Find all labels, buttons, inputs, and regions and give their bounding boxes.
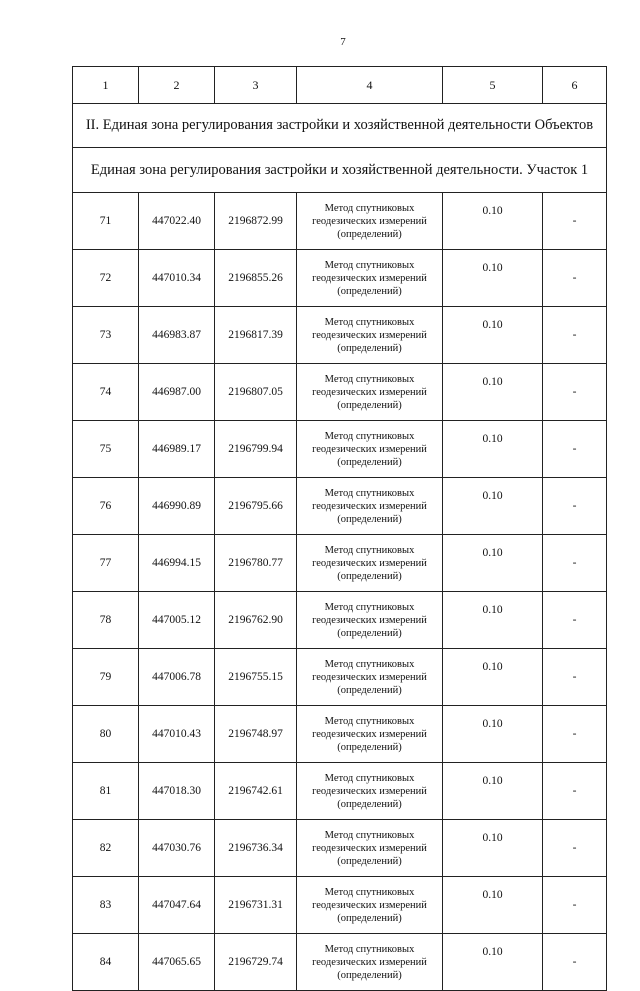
note-cell: - — [543, 193, 607, 250]
point-number-cell: 71 — [73, 193, 139, 250]
column-number-cell: 6 — [543, 67, 607, 104]
note-cell: - — [543, 763, 607, 820]
method-cell: Метод спутниковых геодезических измерений (определений) — [297, 535, 443, 592]
point-number-cell: 77 — [73, 535, 139, 592]
table-row — [73, 820, 607, 877]
x-coordinate-cell: 446994.15 — [139, 535, 215, 592]
note-cell: - — [543, 877, 607, 934]
table-row — [73, 307, 607, 364]
y-coordinate-cell: 2196795.66 — [215, 478, 297, 535]
page-number: 7 — [340, 36, 346, 48]
y-coordinate-cell: 2196855.26 — [215, 250, 297, 307]
column-number-cell: 5 — [443, 67, 543, 104]
x-coordinate-cell: 447010.43 — [139, 706, 215, 763]
accuracy-cell: 0.10 — [443, 193, 543, 250]
y-coordinate-cell: 2196807.05 — [215, 364, 297, 421]
point-number-cell: 76 — [73, 478, 139, 535]
table-row — [73, 706, 607, 763]
point-number-cell: 80 — [73, 706, 139, 763]
note-cell: - — [543, 535, 607, 592]
note-cell: - — [543, 820, 607, 877]
method-cell: Метод спутниковых геодезических измерений (определений) — [297, 820, 443, 877]
method-cell: Метод спутниковых геодезических измерений (определений) — [297, 934, 443, 991]
accuracy-cell: 0.10 — [443, 706, 543, 763]
x-coordinate-cell: 447018.30 — [139, 763, 215, 820]
y-coordinate-cell: 2196872.99 — [215, 193, 297, 250]
accuracy-cell: 0.10 — [443, 478, 543, 535]
y-coordinate-cell: 2196755.15 — [215, 649, 297, 706]
method-cell: Метод спутниковых геодезических измерений (определений) — [297, 478, 443, 535]
accuracy-cell: 0.10 — [443, 763, 543, 820]
table-row — [73, 934, 607, 991]
accuracy-cell: 0.10 — [443, 307, 543, 364]
note-cell: - — [543, 250, 607, 307]
x-coordinate-cell: 446983.87 — [139, 307, 215, 364]
table-row — [73, 763, 607, 820]
accuracy-cell: 0.10 — [443, 649, 543, 706]
point-number-cell: 74 — [73, 364, 139, 421]
table-row — [73, 250, 607, 307]
accuracy-cell: 0.10 — [443, 877, 543, 934]
y-coordinate-cell: 2196729.74 — [215, 934, 297, 991]
y-coordinate-cell: 2196736.34 — [215, 820, 297, 877]
x-coordinate-cell: 447005.12 — [139, 592, 215, 649]
table-row — [73, 649, 607, 706]
y-coordinate-cell: 2196817.39 — [215, 307, 297, 364]
table-row — [73, 364, 607, 421]
x-coordinate-cell: 447010.34 — [139, 250, 215, 307]
note-cell: - — [543, 421, 607, 478]
point-number-cell: 83 — [73, 877, 139, 934]
x-coordinate-cell: 446987.00 — [139, 364, 215, 421]
table-row — [73, 478, 607, 535]
point-number-cell: 81 — [73, 763, 139, 820]
accuracy-cell: 0.10 — [443, 535, 543, 592]
y-coordinate-cell: 2196731.31 — [215, 877, 297, 934]
table-row — [73, 535, 607, 592]
note-cell: - — [543, 592, 607, 649]
note-cell: - — [543, 307, 607, 364]
method-cell: Метод спутниковых геодезических измерений (определений) — [297, 592, 443, 649]
x-coordinate-cell: 447065.65 — [139, 934, 215, 991]
x-coordinate-cell: 447030.76 — [139, 820, 215, 877]
method-cell: Метод спутниковых геодезических измерений (определений) — [297, 421, 443, 478]
point-number-cell: 84 — [73, 934, 139, 991]
table-row — [73, 193, 607, 250]
section-title: Единая зона регулирования застройки и хозяйственной деятельности. Участок 1 — [73, 148, 607, 193]
y-coordinate-cell: 2196762.90 — [215, 592, 297, 649]
x-coordinate-cell: 447047.64 — [139, 877, 215, 934]
accuracy-cell: 0.10 — [443, 364, 543, 421]
column-number-cell: 2 — [139, 67, 215, 104]
accuracy-cell: 0.10 — [443, 250, 543, 307]
point-number-cell: 82 — [73, 820, 139, 877]
point-number-cell: 75 — [73, 421, 139, 478]
coordinates-table — [72, 66, 607, 991]
method-cell: Метод спутниковых геодезических измерений (определений) — [297, 763, 443, 820]
zone-title-row — [73, 104, 607, 148]
y-coordinate-cell: 2196799.94 — [215, 421, 297, 478]
point-number-cell: 79 — [73, 649, 139, 706]
note-cell: - — [543, 934, 607, 991]
note-cell: - — [543, 706, 607, 763]
point-number-cell: 78 — [73, 592, 139, 649]
column-number-cell: 3 — [215, 67, 297, 104]
table-body — [73, 67, 607, 991]
x-coordinate-cell: 447022.40 — [139, 193, 215, 250]
method-cell: Метод спутниковых геодезических измерений (определений) — [297, 649, 443, 706]
accuracy-cell: 0.10 — [443, 421, 543, 478]
point-number-cell: 73 — [73, 307, 139, 364]
method-cell: Метод спутниковых геодезических измерений (определений) — [297, 706, 443, 763]
point-number-cell: 72 — [73, 250, 139, 307]
zone-title: II. Единая зона регулирования застройки и хозяйственной деятельности Объектов — [73, 104, 607, 148]
note-cell: - — [543, 478, 607, 535]
note-cell: - — [543, 364, 607, 421]
table-row — [73, 877, 607, 934]
column-number-row — [73, 67, 607, 104]
accuracy-cell: 0.10 — [443, 934, 543, 991]
column-number-cell: 1 — [73, 67, 139, 104]
accuracy-cell: 0.10 — [443, 820, 543, 877]
method-cell: Метод спутниковых геодезических измерений (определений) — [297, 307, 443, 364]
y-coordinate-cell: 2196742.61 — [215, 763, 297, 820]
accuracy-cell: 0.10 — [443, 592, 543, 649]
method-cell: Метод спутниковых геодезических измерений (определений) — [297, 364, 443, 421]
x-coordinate-cell: 446990.89 — [139, 478, 215, 535]
method-cell: Метод спутниковых геодезических измерений (определений) — [297, 250, 443, 307]
column-number-cell: 4 — [297, 67, 443, 104]
table-row — [73, 592, 607, 649]
section-title-row — [73, 148, 607, 193]
y-coordinate-cell: 2196780.77 — [215, 535, 297, 592]
table-row — [73, 421, 607, 478]
x-coordinate-cell: 447006.78 — [139, 649, 215, 706]
method-cell: Метод спутниковых геодезических измерений (определений) — [297, 877, 443, 934]
y-coordinate-cell: 2196748.97 — [215, 706, 297, 763]
note-cell: - — [543, 649, 607, 706]
x-coordinate-cell: 446989.17 — [139, 421, 215, 478]
method-cell: Метод спутниковых геодезических измерений (определений) — [297, 193, 443, 250]
